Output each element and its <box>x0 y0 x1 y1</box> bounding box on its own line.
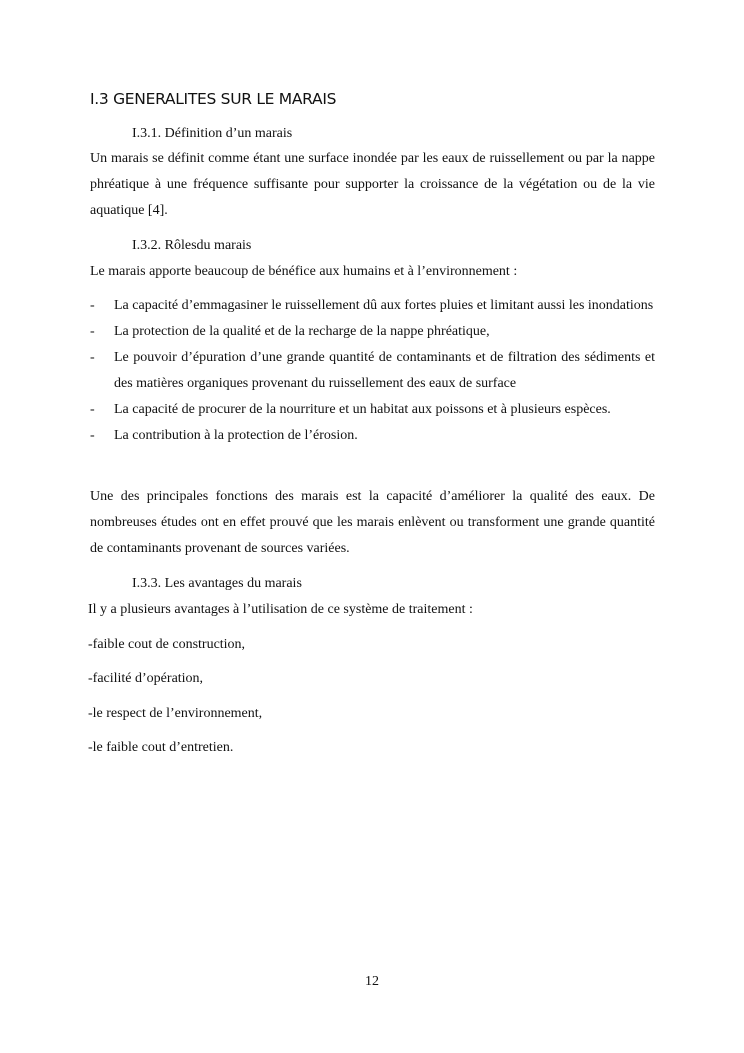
roles-conclusion: Une des principales fonctions des marais est la capacité d’améliorer la qualité des eaux. De nombreuses études ont en effet prouvé que les marais enlèvent ou transforment une grande quantité de contaminants provenant de sources variées. <box>90 489 655 556</box>
advantages-intro: Il y a plusieurs avantages à l’utilisation de ce système de traitement : <box>88 602 473 617</box>
list-item-text: La capacité d’emmagasiner le ruissellement dû aux fortes pluies et limitant aussi les inondations <box>114 298 654 313</box>
advantage-item: -le faible cout d’entretien. <box>88 740 234 755</box>
definition-heading: I.3.1. Définition d’un marais <box>132 126 293 141</box>
section-title: I.3 GENERALITES SUR LE MARAIS <box>90 90 337 108</box>
list-item-text: Le pouvoir d’épuration d’une grande quantité de contaminants et de filtration des sédiments et des matières organiques provenant du ruissellement des eaux de surface <box>114 350 655 391</box>
bullet-dash: - <box>90 324 95 339</box>
bullet-dash: - <box>90 350 95 365</box>
definition-paragraph: Un marais se définit comme étant une surface inondée par les eaux de ruissellement ou par la nappe phréatique à une fréquence suffisante pour supporter la croissance de la végétation ou de la vie aquatique [4]. <box>90 151 655 218</box>
list-item-text: La capacité de procurer de la nourriture et un habitat aux poissons et à plusieurs espèces. <box>114 402 611 417</box>
advantage-item: -facilité d’opération, <box>88 671 204 686</box>
roles-list <box>90 293 655 449</box>
list-item <box>90 423 655 449</box>
roles-intro: Le marais apporte beaucoup de bénéfice aux humains et à l’environnement : <box>90 264 518 279</box>
list-item <box>90 293 655 319</box>
list-item <box>90 397 655 423</box>
bullet-dash: - <box>90 402 95 417</box>
bullet-dash: - <box>90 298 95 313</box>
bullet-dash: - <box>90 428 95 443</box>
list-item-text: La contribution à la protection de l’érosion. <box>114 428 358 443</box>
advantage-item: -faible cout de construction, <box>88 637 246 652</box>
list-item <box>90 345 655 397</box>
advantage-item: -le respect de l’environnement, <box>88 706 263 721</box>
page-number: 12 <box>365 974 379 989</box>
roles-heading: I.3.2. Rôlesdu marais <box>132 238 252 253</box>
list-item <box>90 319 655 345</box>
advantages-heading: I.3.3. Les avantages du marais <box>132 576 302 591</box>
list-item-text: La protection de la qualité et de la recharge de la nappe phréatique, <box>114 324 490 339</box>
